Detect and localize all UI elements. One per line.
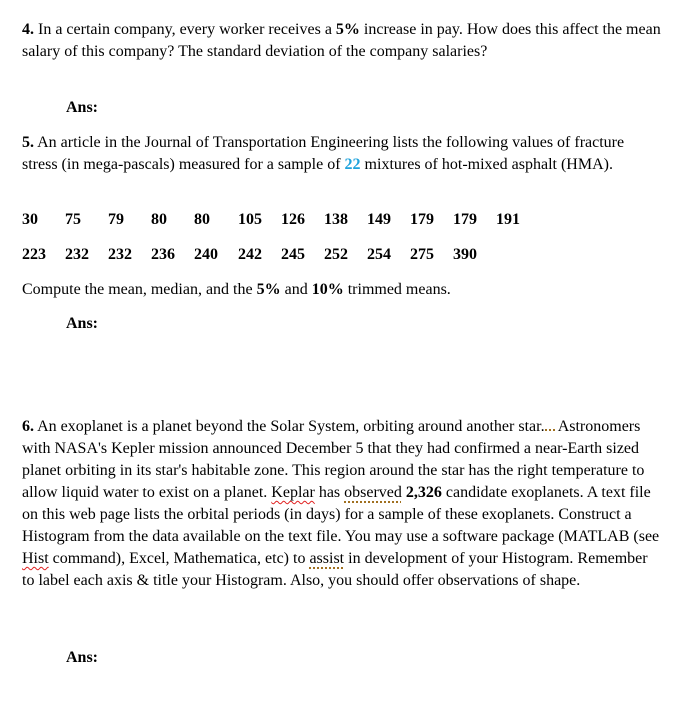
grammar-flag-word[interactable]: assist	[309, 550, 345, 567]
data-value: 236	[151, 246, 175, 263]
data-value: 390	[453, 246, 477, 263]
question-text: has	[314, 484, 345, 501]
data-value: 179	[410, 211, 434, 228]
question-number: 6.	[22, 418, 34, 435]
data-value: 232	[108, 246, 132, 263]
data-value: 240	[194, 246, 218, 263]
question-number: 4.	[22, 21, 34, 38]
data-value: 245	[281, 246, 305, 263]
data-value: 126	[281, 211, 305, 228]
data-value: 75	[65, 211, 81, 228]
bold-percent: 10%	[311, 281, 344, 298]
bold-count: 2,326	[405, 484, 442, 501]
question-number: 5.	[22, 134, 34, 151]
spelling-error-word[interactable]: Hist	[22, 550, 49, 567]
bold-percent: 5%	[335, 21, 360, 38]
data-value: 275	[410, 246, 434, 263]
spelling-error-word[interactable]: Keplar	[271, 484, 315, 501]
question-text: An exoplanet is a planet beyond the Solar System, orbiting around another star.	[37, 418, 545, 435]
data-value: 252	[324, 246, 348, 263]
answer-label: Ans:	[66, 315, 99, 332]
data-value: 179	[453, 211, 477, 228]
question-text: In a certain company, every worker receives a	[38, 21, 336, 38]
data-value: 254	[367, 246, 391, 263]
task-text: and	[280, 281, 312, 298]
data-value: 242	[238, 246, 262, 263]
task-text: Compute the mean, median, and the	[22, 281, 257, 298]
data-value: 105	[238, 211, 262, 228]
data-value: 80	[194, 211, 210, 228]
question-5	[22, 132, 662, 176]
question-text: command), Excel, Mathematica, etc) to	[48, 550, 310, 567]
data-value: 30	[22, 211, 38, 228]
question-text: mixtures of hot-mixed asphalt (HMA).	[360, 156, 613, 173]
data-value: 80	[151, 211, 167, 228]
answer-label: Ans:	[66, 649, 99, 666]
question-4	[22, 19, 662, 63]
question-5-task	[22, 279, 662, 301]
answer-label: Ans:	[66, 99, 99, 116]
grammar-flag-word[interactable]: observed	[344, 484, 402, 501]
data-value: 138	[324, 211, 348, 228]
question-text: An article in the Journal of Transportation Engineering lists the following values of fracture stress (in mega-pascals) measured for a sample of	[22, 134, 625, 173]
question-text: candidate exoplanets. A text file on this web page lists the orbital periods (in days) for a sample of these exoplanets. Construct a Histogram from the data available on the text file. You may use a software package (MATLAB (see	[22, 484, 660, 545]
data-value: 149	[367, 211, 391, 228]
grammar-marker	[545, 415, 555, 431]
bold-percent: 5%	[256, 281, 281, 298]
task-text: trimmed means.	[343, 281, 451, 298]
data-value: 79	[108, 211, 124, 228]
data-value: 223	[22, 246, 46, 263]
data-value: 191	[496, 211, 520, 228]
sample-size-highlight: 22	[344, 156, 361, 173]
question-text: in development of your Histogram. Remember to label each axis & title your Histogram. Also, you should offer observations of shape.	[22, 550, 648, 589]
question-text: increase in pay. How does this affect the mean salary of this company? The standard deviation of the company salaries?	[22, 21, 661, 60]
question-6	[22, 415, 662, 592]
data-value: 232	[65, 246, 89, 263]
question-text: Astronomers with NASA's Kepler mission announced December 5 that they had confirmed a near-Earth sized planet orbiting in its star's habitable zone. This region around the star has the right temperature to allow liquid water to exist on a planet.	[22, 418, 645, 501]
